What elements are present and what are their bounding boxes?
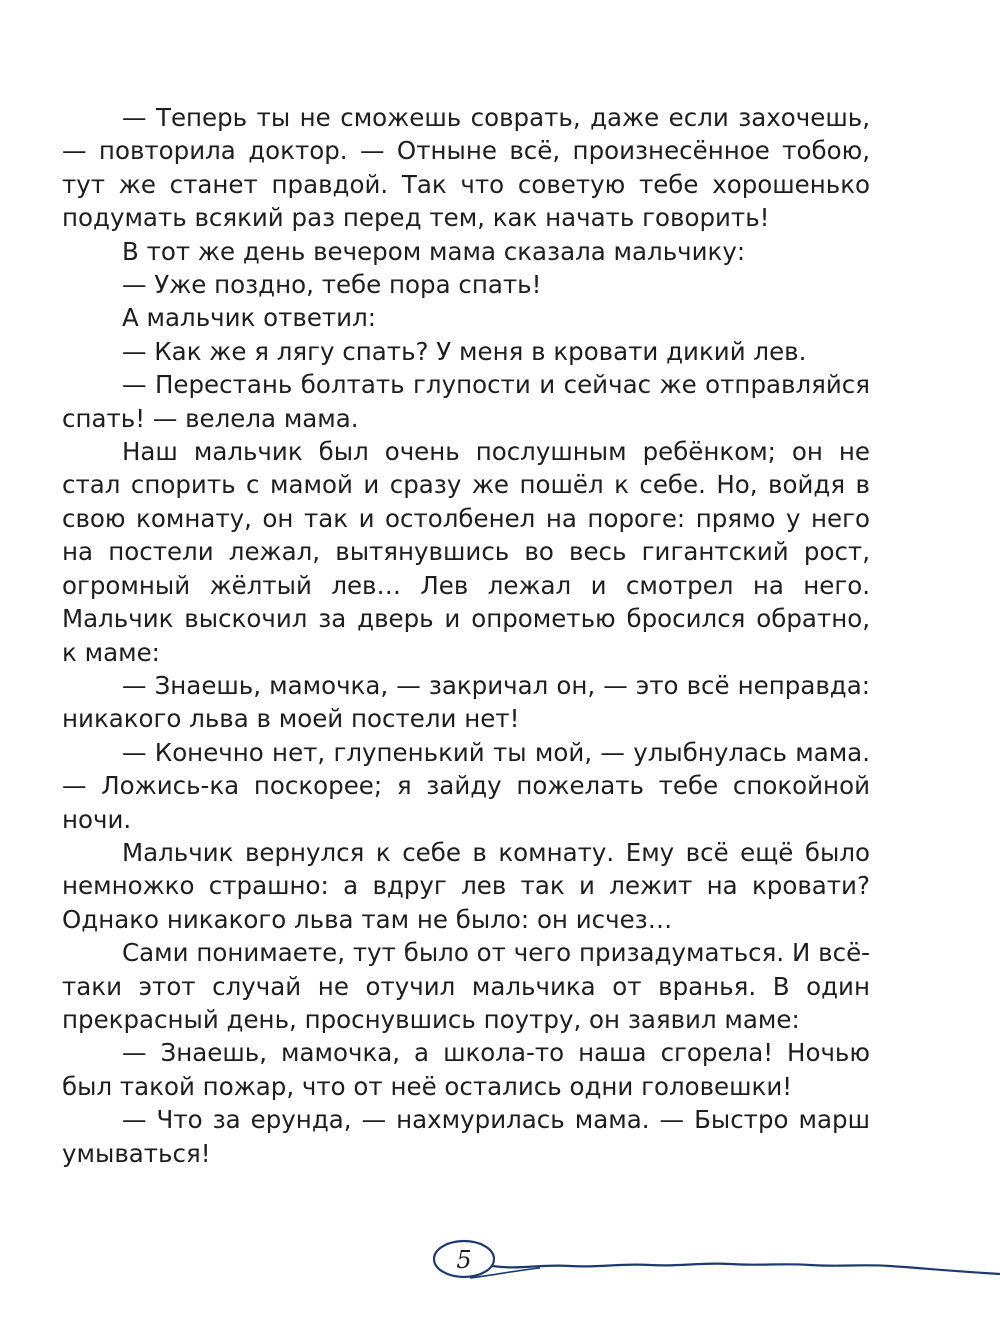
paragraph: — Знаешь, мамочка, — закричал он, — это всё неправда: никакого льва в моей постели нет! [62,670,870,734]
paragraph: Мальчик вернулся к себе в комнату. Ему всё ещё было немножко страшно: а вдруг лев так и лежит на кровати? Однако никакого льва там не было: он исчез… [62,837,870,934]
page-footer [0,1230,1000,1300]
paragraph: Сами понимаете, тут было от чего призадуматься. И всё-таки этот случай не отучил мальчика от вранья. В один прекрасный день, проснувшись поутру, он заявил маме: [62,938,870,1034]
wave-decoration [0,1230,1000,1300]
paragraph: — Перестань болтать глупости и сейчас же отправляйся спать! — велела мама. [62,370,870,433]
paragraph: — Теперь ты не сможешь соврать, даже если захочешь, — повторила доктор. — Отныне всё, произнесённое тобою, тут же станет правдой. Так что советую тебе хорошенько подумать всякий раз перед тем, как начать говорить! [62,103,870,233]
paragraph: Наш мальчик был очень послушным ребёнком; он не стал спорить с мамой и сразу же пошёл к себе. Но, войдя в свою комнату, он так и остолбенел на пороге: прямо у него на постели лежал, вытянувшись во весь гигантский рост, огромный жёлтый лев… Лев лежал и смотрел на него. Мальчик выскочил за дверь и опрометью бросился обратно, к маме: [62,437,870,667]
paragraph: — Уже поздно, тебе пора спать! [122,270,542,300]
paragraph: — Конечно нет, глупенький ты мой, — улыбнулась мама. — Ложись-ка поскорее; я зайду пожелать тебе спокойной ночи. [62,737,870,834]
paragraph: В тот же день вечером мама сказала мальчику: [122,236,746,266]
paragraph: — Знаешь, мамочка, а школа-то наша сгорела! Ночью был такой пожар, что от неё остались одни головешки! [62,1038,870,1101]
paragraph: А мальчик ответил: [122,303,377,333]
paragraph: — Что за ерунда, — нахмурилась мама. — Быстро марш умываться! [62,1105,870,1168]
story-text [62,101,870,1170]
wave-line [492,1264,1000,1274]
page-number: 5 [456,1246,472,1274]
paragraph: — Как же я лягу спать? У меня в кровати дикий лев. [122,336,807,366]
